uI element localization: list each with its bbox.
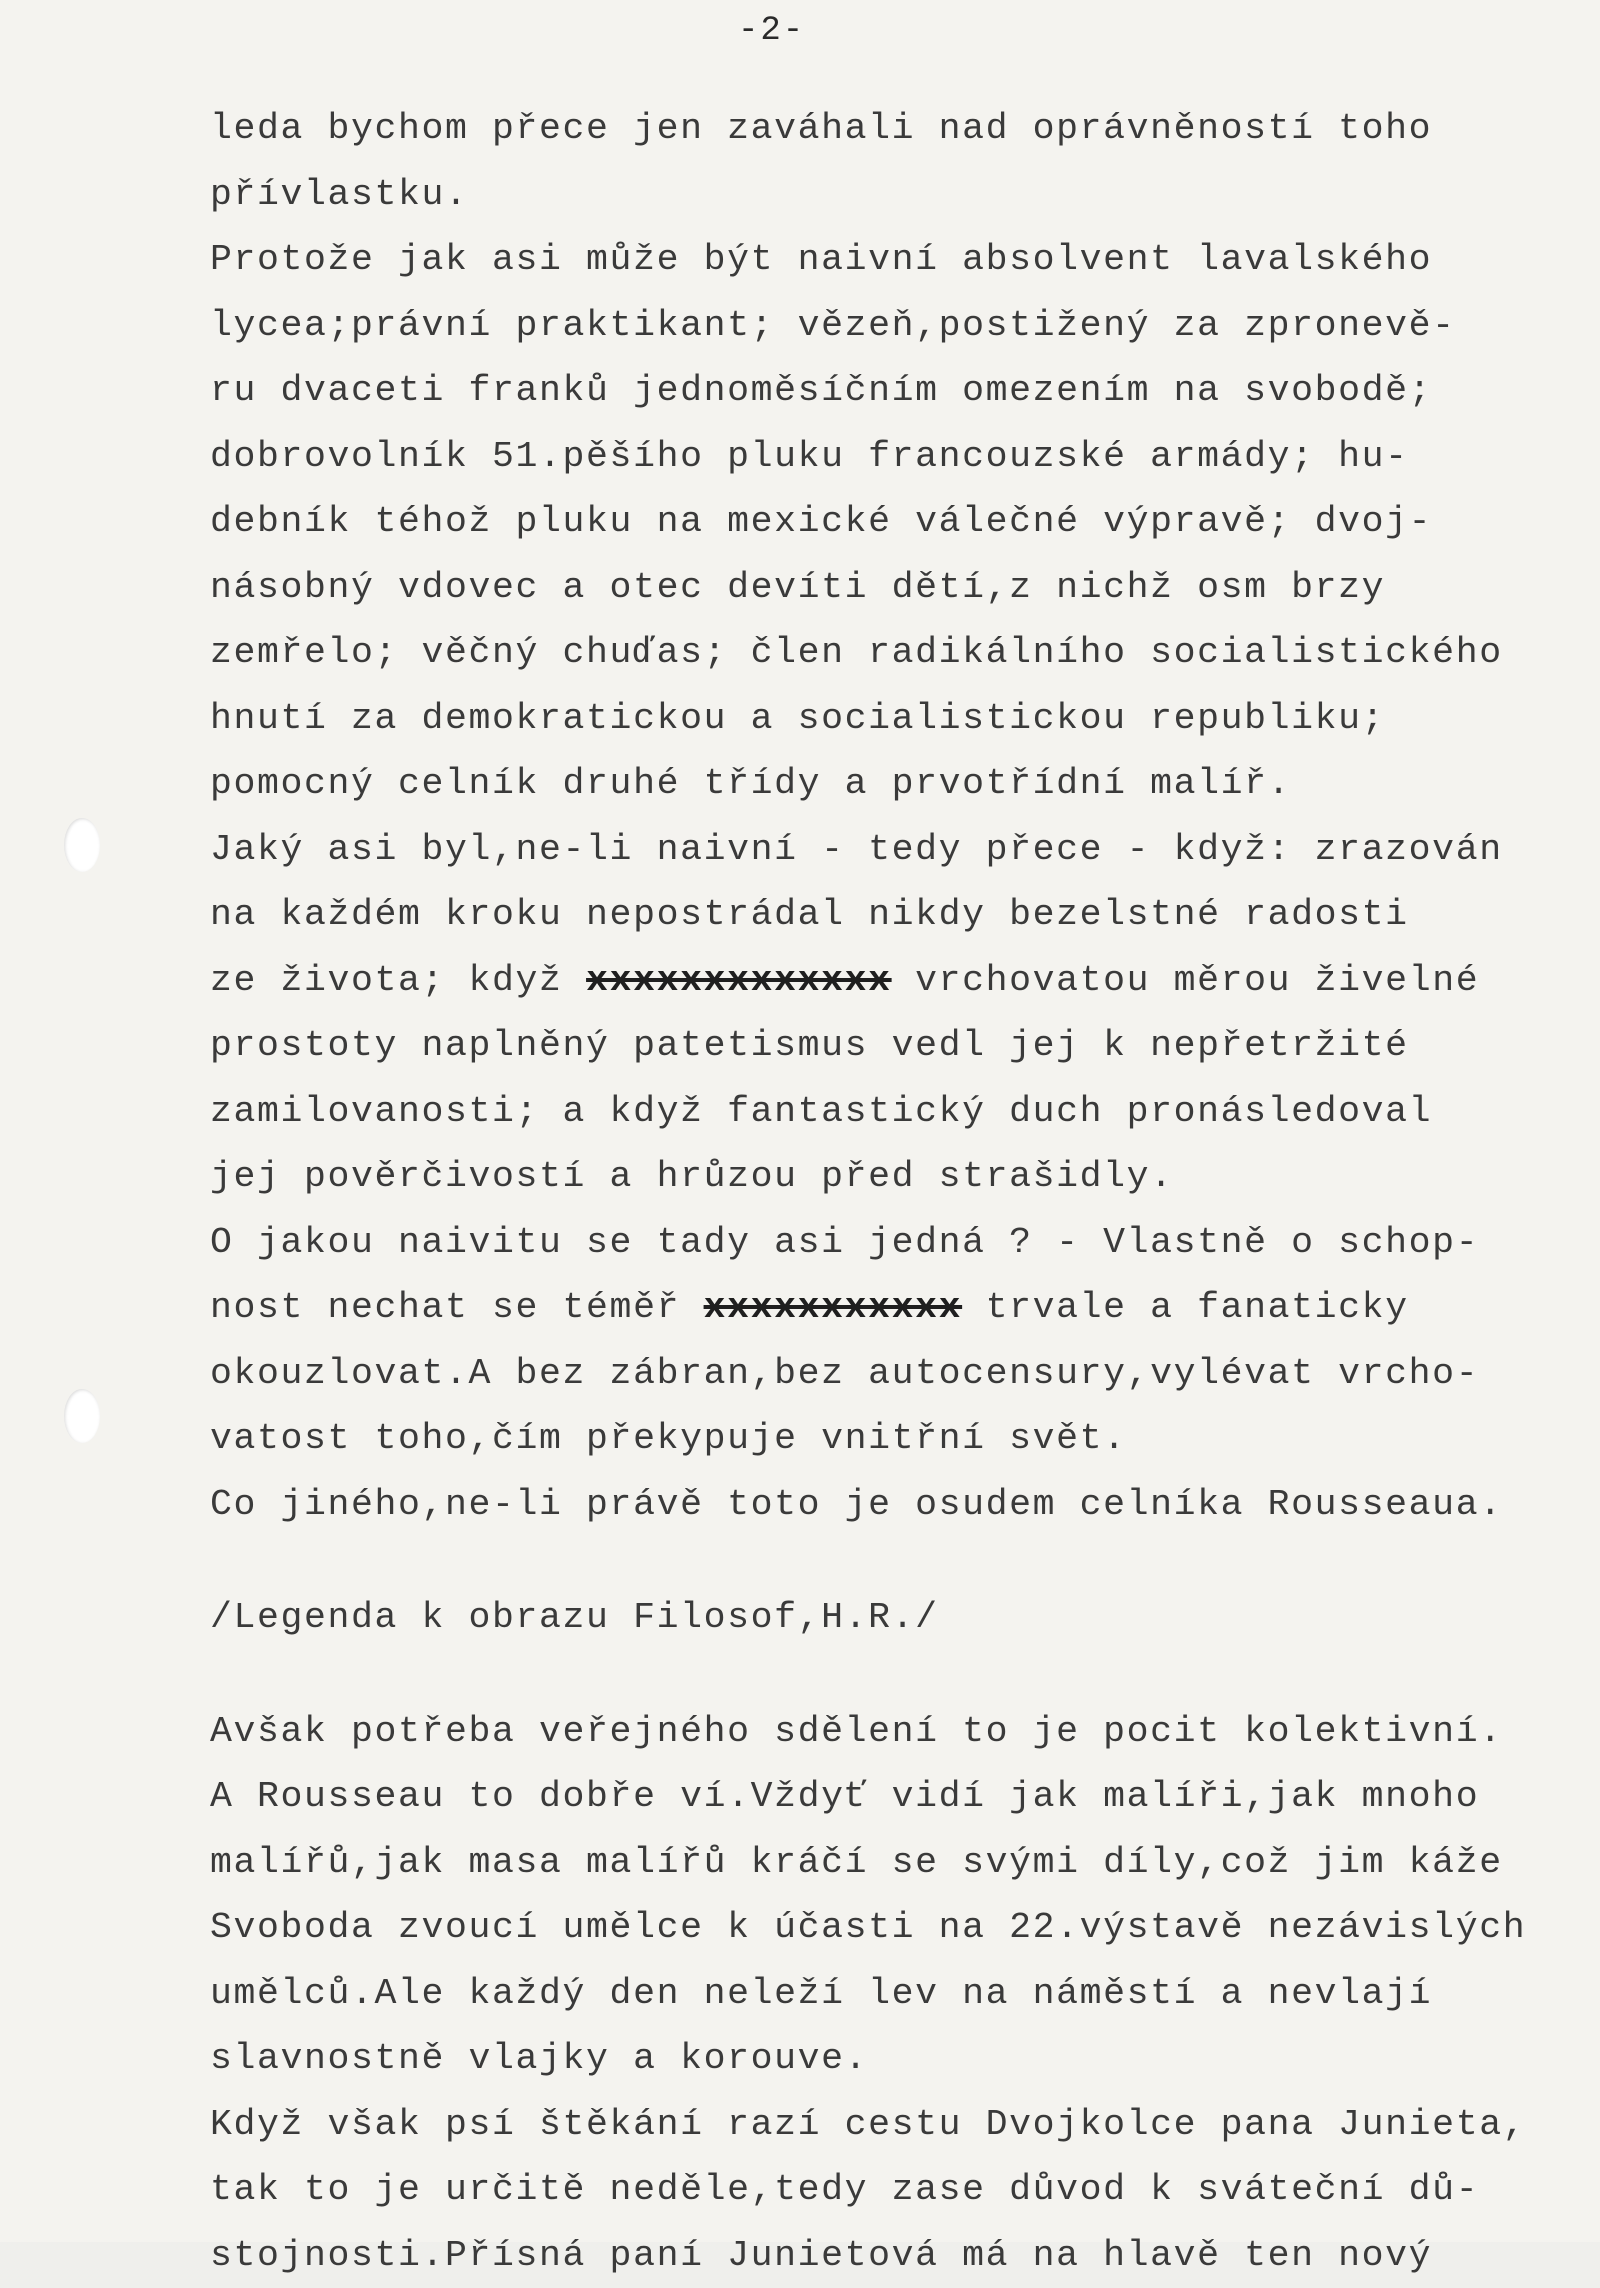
text-line: zemřelo; věčný chuďas; člen radikálního socialistického xyxy=(210,620,1560,686)
text-line: Jaký asi byl,ne-li naivní - tedy přece - když: zrazován xyxy=(210,817,1560,883)
text-line: pomocný celník druhé třídy a prvotřídní malíř. xyxy=(210,751,1560,817)
typed-text-body xyxy=(210,96,1560,2288)
text-line: okouzlovat.A bez zábran,bez autocensury,vylévat vrcho- xyxy=(210,1341,1560,1407)
text-line: přívlastku. xyxy=(210,162,1560,228)
text-line: Když však psí štěkání razí cestu Dvojkolce pana Junieta, xyxy=(210,2092,1560,2158)
text-line: jej pověrčivostí a hrůzou před strašidly. xyxy=(210,1144,1560,1210)
text-line: Protože jak asi může být naivní absolvent lavalského xyxy=(210,227,1560,293)
text-fragment: vrchovatou měrou živelné xyxy=(892,960,1480,1001)
text-line: leda bychom přece jen zaváhali nad oprávněností toho xyxy=(210,96,1560,162)
text-line-with-strikeout xyxy=(210,1275,1560,1341)
text-line: A Rousseau to dobře ví.Vždyť vidí jak malíři,jak mnoho xyxy=(210,1764,1560,1830)
text-line: ru dvaceti franků jednoměsíčním omezením na svobodě; xyxy=(210,358,1560,424)
text-line: zamilovanosti; a když fantastický duch pronásledoval xyxy=(210,1079,1560,1145)
picture-legend: /Legenda k obrazu Filosof,H.R./ xyxy=(210,1585,1560,1651)
struck-out-text: xxxxxxxxxxxxx xyxy=(586,960,892,1001)
punch-hole xyxy=(64,818,100,872)
text-fragment: ze života; když xyxy=(210,960,586,1001)
text-line: debník téhož pluku na mexické válečné výpravě; dvoj- xyxy=(210,489,1560,555)
text-line: násobný vdovec a otec devíti dětí,z nichž osm brzy xyxy=(210,555,1560,621)
text-line: prostoty naplněný patetismus vedl jej k nepřetržité xyxy=(210,1013,1560,1079)
text-line: na každém kroku nepostrádal nikdy bezelstné radosti xyxy=(210,882,1560,948)
text-line: malířů,jak masa malířů kráčí se svými díly,což jim káže xyxy=(210,1830,1560,1896)
text-line: tak to je určitě neděle,tedy zase důvod k sváteční dů- xyxy=(210,2157,1560,2223)
text-line-with-strikeout xyxy=(210,948,1560,1014)
text-line: dobrovolník 51.pěšího pluku francouzské armády; hu- xyxy=(210,424,1560,490)
text-line: hnutí za demokratickou a socialistickou republiku; xyxy=(210,686,1560,752)
text-line: Svoboda zvoucí umělce k účasti na 22.výstavě nezávislých xyxy=(210,1895,1560,1961)
text-line: Co jiného,ne-li právě toto je osudem celníka Rousseaua. xyxy=(210,1472,1560,1538)
text-line: O jakou naivitu se tady asi jedná ? - Vlastně o schop- xyxy=(210,1210,1560,1276)
text-line: Avšak potřeba veřejného sdělení to je pocit kolektivní. xyxy=(210,1699,1560,1765)
text-line: vatost toho,čím překypuje vnitřní svět. xyxy=(210,1406,1560,1472)
text-line: umělců.Ale každý den neleží lev na náměstí a nevlají xyxy=(210,1961,1560,2027)
text-line: stojnosti.Přísná paní Junietová má na hlavě ten nový xyxy=(210,2223,1560,2288)
punch-hole xyxy=(64,1389,100,1443)
page-number: -2- xyxy=(738,12,805,50)
struck-out-text: xxxxxxxxxxx xyxy=(704,1287,963,1328)
text-fragment: nost nechat se téměř xyxy=(210,1287,704,1328)
text-line: lycea;právní praktikant; vězeň,postižený za zpronevě- xyxy=(210,293,1560,359)
text-line: slavnostně vlajky a korouve. xyxy=(210,2026,1560,2092)
text-fragment: trvale a fanaticky xyxy=(962,1287,1409,1328)
